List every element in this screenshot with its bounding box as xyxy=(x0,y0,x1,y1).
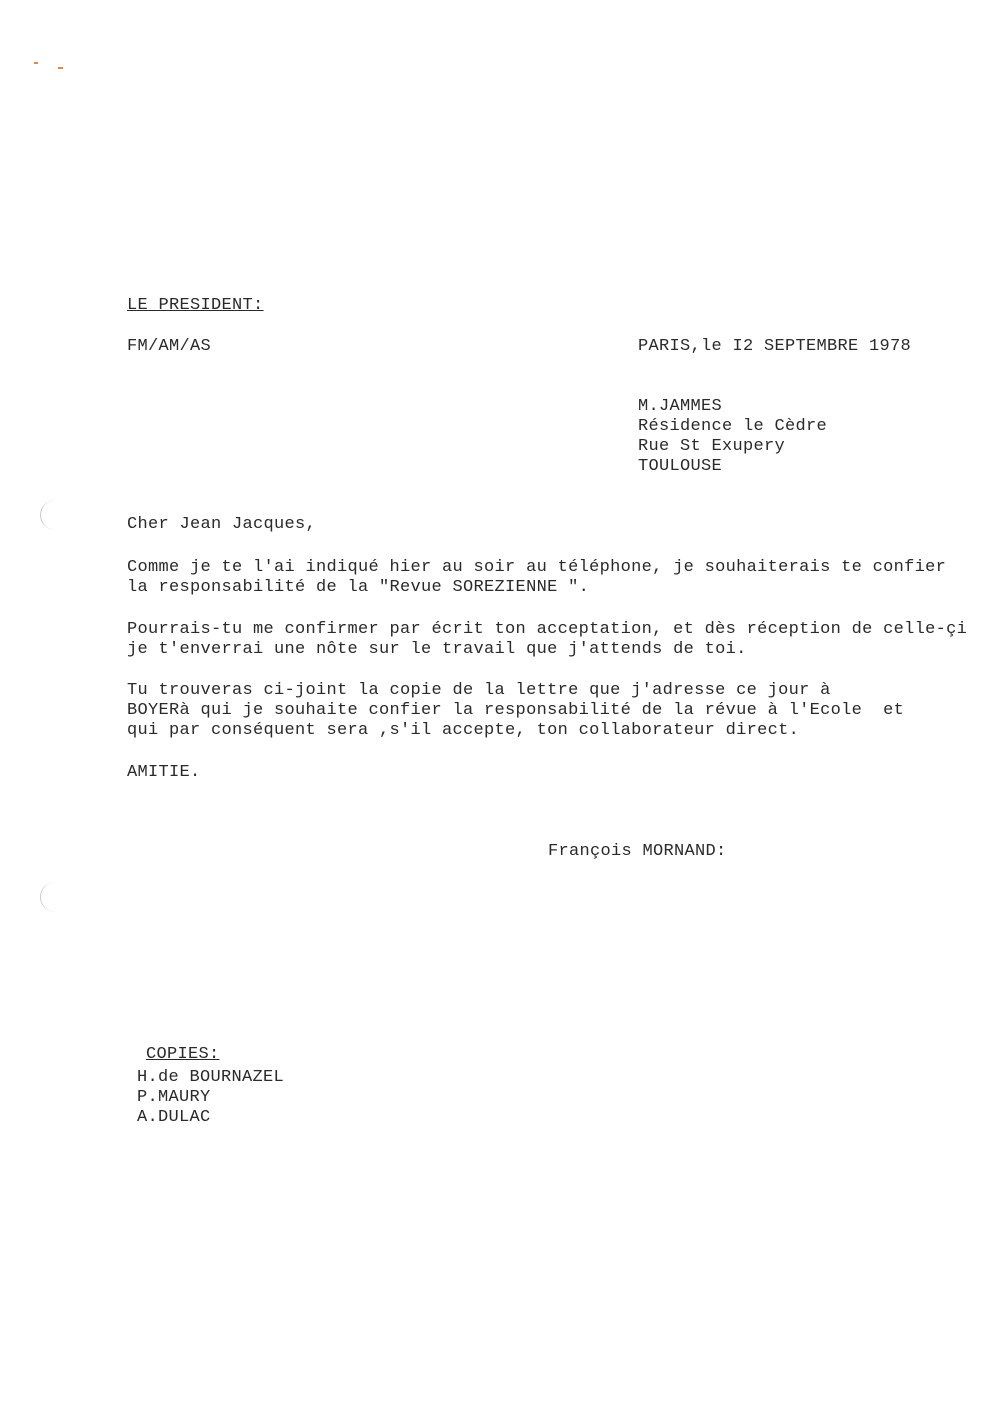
signature: François MORNAND: xyxy=(548,842,727,861)
sender-title: LE PRESIDENT: xyxy=(127,296,264,315)
body-line: Tu trouveras ci-joint la copie de la lettre que j'adresse ce jour à xyxy=(127,681,831,700)
body-line: Comme je te l'ai indiqué hier au soir au téléphone, je souhaiterais te confier xyxy=(127,558,947,577)
closing: AMITIE. xyxy=(127,763,201,782)
copies-name: P.MAURY xyxy=(137,1088,211,1107)
ink-speck xyxy=(34,62,38,64)
salutation: Cher Jean Jacques, xyxy=(127,515,317,534)
recipient-line: Rue St Exupery xyxy=(638,437,786,456)
punch-hole-mark xyxy=(40,500,71,530)
recipient-line: TOULOUSE xyxy=(638,457,723,476)
copies-name: A.DULAC xyxy=(137,1108,211,1127)
body-line: BOYERà qui je souhaite confier la responsabilité de la révue à l'Ecole et xyxy=(127,701,905,720)
punch-hole-mark xyxy=(40,882,71,912)
body-line: je t'enverrai une nôte sur le travail que j'attends de toi. xyxy=(127,640,747,659)
reference-code: FM/AM/AS xyxy=(127,337,212,356)
recipient-line: M.JAMMES xyxy=(638,397,723,416)
copies-name: H.de BOURNAZEL xyxy=(137,1068,285,1087)
body-line: qui par conséquent sera ,s'il accepte, ton collaborateur direct. xyxy=(127,721,800,740)
place-date: PARIS,le I2 SEPTEMBRE 1978 xyxy=(638,337,912,356)
copies-heading: COPIES: xyxy=(146,1045,220,1064)
recipient-line: Résidence le Cèdre xyxy=(638,417,828,436)
body-line: la responsabilité de la "Revue SOREZIENNE ". xyxy=(127,578,590,597)
body-line: Pourrais-tu me confirmer par écrit ton acceptation, et dès réception de celle-çi xyxy=(127,620,968,639)
ink-speck xyxy=(58,67,63,69)
